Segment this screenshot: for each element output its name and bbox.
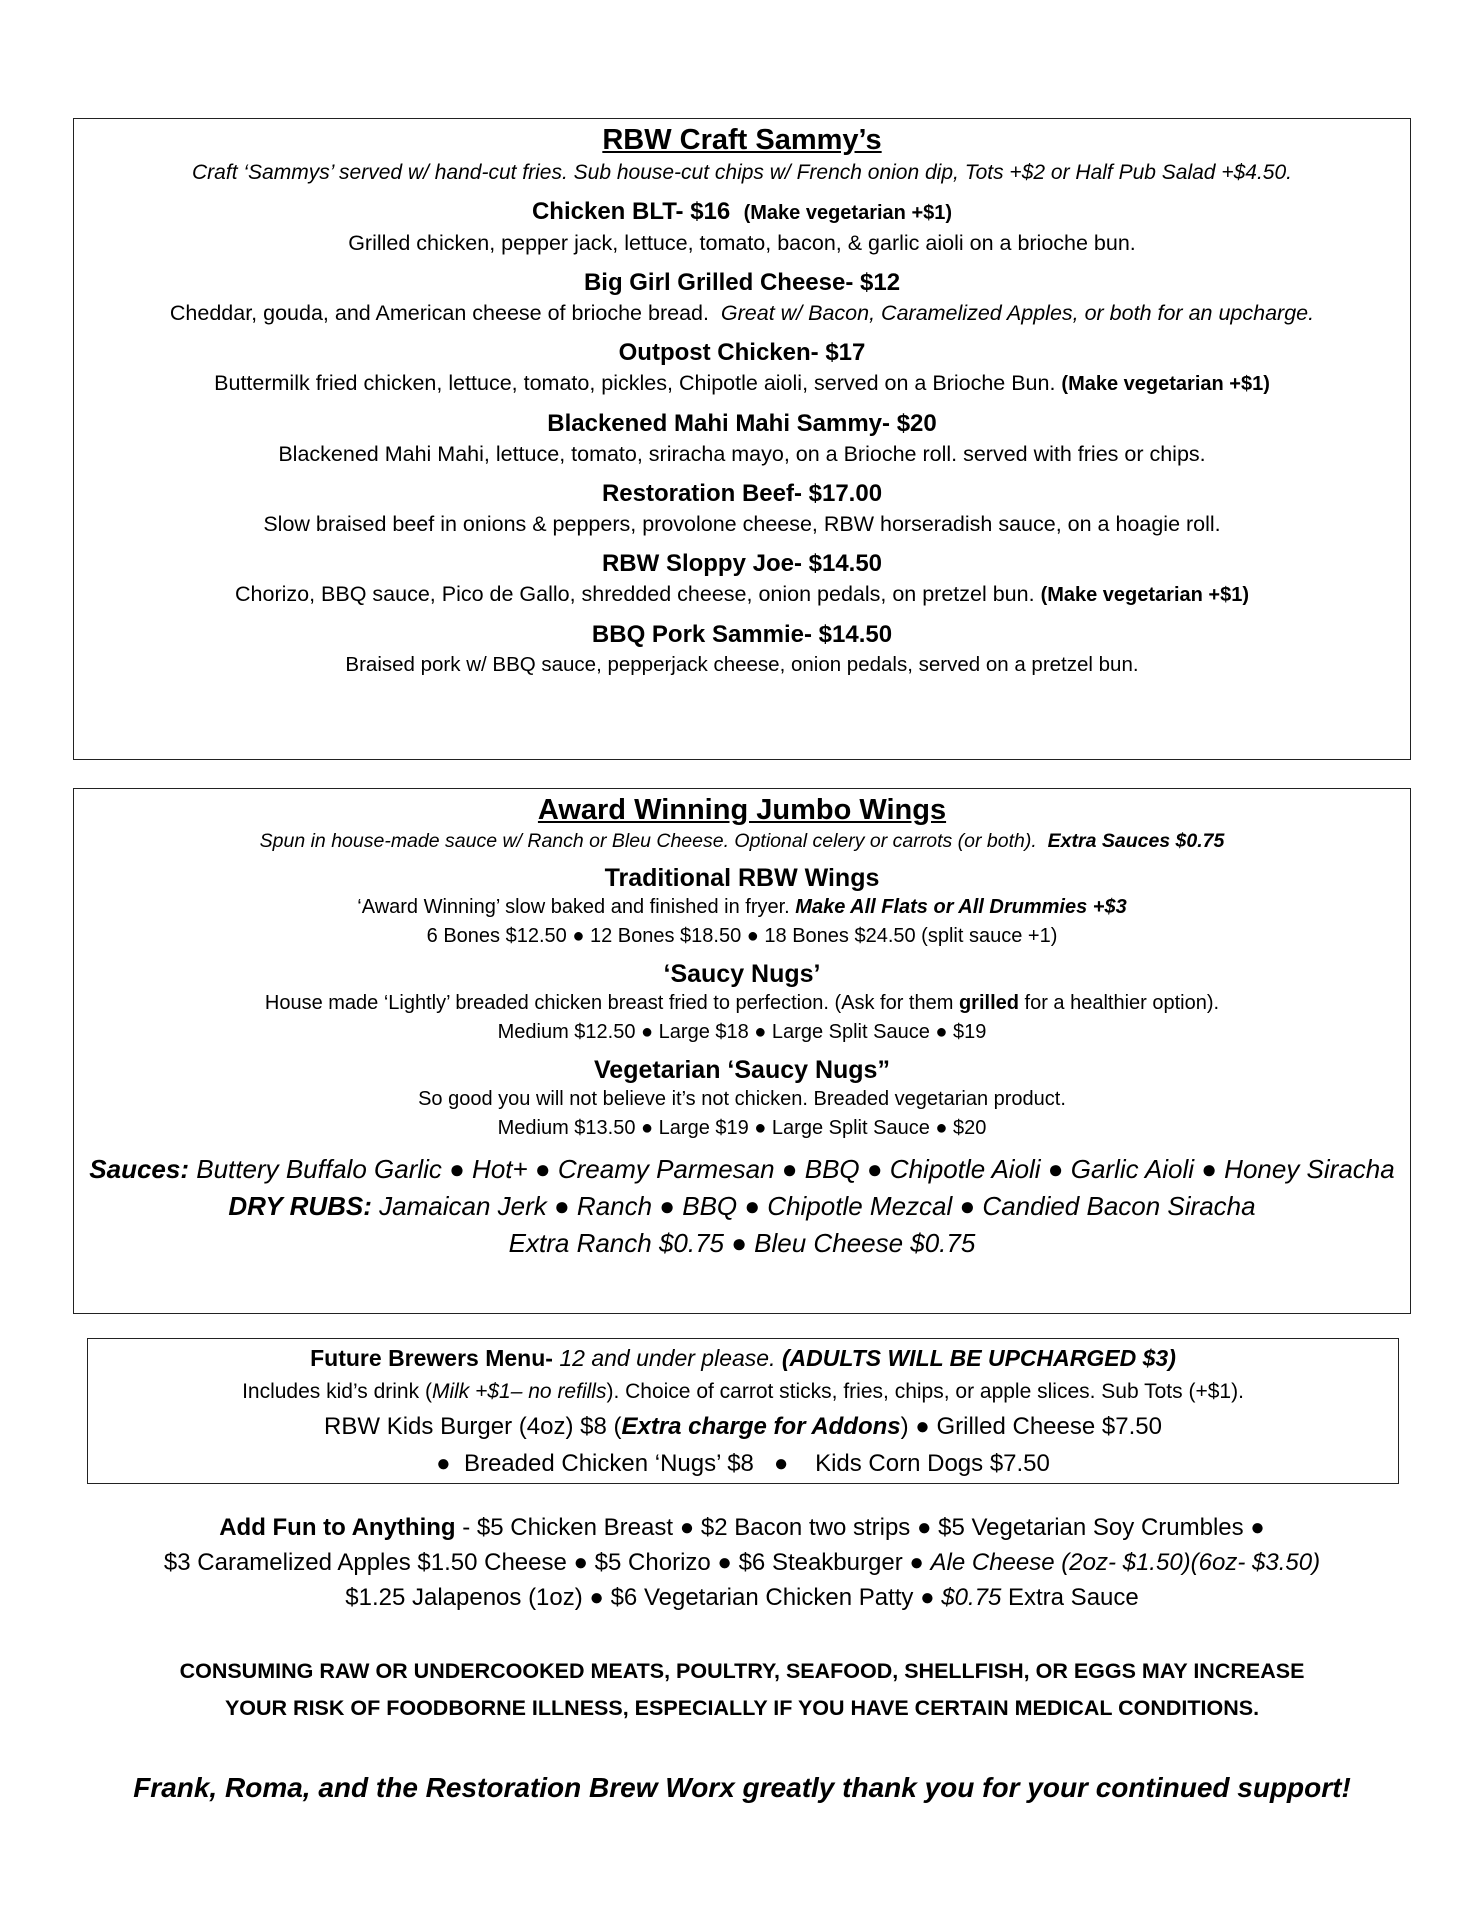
item-name: BBQ Pork Sammie- $14.50 bbox=[591, 621, 893, 648]
kids-drink-post: ). Choice of carrot sticks, fries, chips, or apple slices. Sub Tots (+$1). bbox=[606, 1380, 1244, 1403]
item-name: Restoration Beef- $17.00 bbox=[601, 480, 883, 507]
wing-desc-post: for a healthier option). bbox=[1024, 992, 1220, 1014]
menu-item bbox=[74, 268, 1410, 328]
wing-item bbox=[74, 1055, 1410, 1143]
sauces-list: Buttery Buffalo Garlic ● Hot+ ● Creamy Parmesan ● BBQ ● Chipotle Aioli ● Garlic Aioli ● Honey Siracha bbox=[196, 1154, 1395, 1184]
wing-desc: ‘Award Winning’ slow baked and finished in fryer. bbox=[357, 896, 790, 918]
wing-prices: 6 Bones $12.50 ● 12 Bones $18.50 ● 18 Bones $24.50 (split sauce +1) bbox=[426, 925, 1058, 947]
item-desc: Braised pork w/ BBQ sauce, pepperjack cheese, onion pedals, served on a pretzel bun. bbox=[345, 653, 1139, 676]
wings-title: Award Winning Jumbo Wings bbox=[537, 794, 947, 826]
wing-name: Vegetarian ‘Saucy Nugs” bbox=[594, 1056, 890, 1084]
kids-burger-note: Extra charge for Addons bbox=[621, 1413, 901, 1440]
item-name: Outpost Chicken- $17 bbox=[618, 339, 866, 366]
wings-intro-bold: Extra Sauces $0.75 bbox=[1047, 830, 1225, 852]
wing-prices: Medium $12.50 ● Large $18 ● Large Split Sauce ● $19 bbox=[497, 1021, 987, 1043]
wings-intro: Spun in house-made sauce w/ Ranch or Bleu Cheese. Optional celery or carrots (or both). bbox=[259, 830, 1037, 852]
item-desc-italic: Great w/ Bacon, Caramelized Apples, or both for an upcharge. bbox=[720, 301, 1315, 325]
item-desc: Slow braised beef in onions & peppers, provolone cheese, RBW horseradish sauce, on a hoagie roll. bbox=[263, 512, 1221, 536]
addons-line3-post: Extra Sauce bbox=[1001, 1584, 1139, 1611]
sauce-extras: Extra Ranch $0.75 ● Bleu Cheese $0.75 bbox=[508, 1228, 976, 1258]
menu-item bbox=[74, 620, 1410, 680]
addons-line2-italic: Ale Cheese (2oz- $1.50)(6oz- $3.50) bbox=[930, 1549, 1321, 1576]
kids-drink-italic: Milk +$1– no refills bbox=[431, 1380, 607, 1403]
rubs-label: DRY RUBS: bbox=[228, 1191, 372, 1221]
menu-item bbox=[74, 409, 1410, 469]
item-desc: Cheddar, gouda, and American cheese of brioche bread. bbox=[169, 301, 709, 325]
wing-name: Traditional RBW Wings bbox=[604, 864, 880, 892]
sauces-label: Sauces: bbox=[89, 1154, 190, 1184]
menu-item bbox=[74, 479, 1410, 539]
menu-item bbox=[74, 197, 1410, 258]
warning-line: CONSUMING RAW OR UNDERCOOKED MEATS, POULTRY, SEAFOOD, SHELLFISH, OR EGGS MAY INCREASE bbox=[179, 1659, 1305, 1683]
wing-desc: House made ‘Lightly’ breaded chicken breast fried to perfection. (Ask for them bbox=[264, 992, 954, 1014]
addons-line2: $3 Caramelized Apples $1.50 Cheese ● $5 Chorizo ● $6 Steakburger ● bbox=[163, 1549, 931, 1576]
kids-items: ● Breaded Chicken ‘Nugs’ $8 ● Kids Corn Dogs $7.50 bbox=[436, 1450, 1050, 1477]
sammys-section bbox=[73, 118, 1411, 760]
wings-section bbox=[73, 788, 1411, 1314]
wing-desc-bold: Make All Flats or All Drummies +$3 bbox=[795, 896, 1127, 918]
rubs-list: Jamaican Jerk ● Ranch ● BBQ ● Chipotle Mezcal ● Candied Bacon Siracha bbox=[379, 1191, 1256, 1221]
warning-line: YOUR RISK OF FOODBORNE ILLNESS, ESPECIALLY IF YOU HAVE CERTAIN MEDICAL CONDITIONS. bbox=[224, 1696, 1260, 1720]
item-desc: Buttermilk fried chicken, lettuce, tomato, pickles, Chipotle aioli, served on a Brioche Bun. bbox=[214, 371, 1056, 395]
addons-section bbox=[60, 1510, 1424, 1615]
item-note: (Make vegetarian +$1) bbox=[743, 202, 953, 224]
item-desc: Chorizo, BBQ sauce, Pico de Gallo, shredded cheese, onion pedals, on pretzel bun. bbox=[235, 582, 1035, 606]
wing-name: ‘Saucy Nugs’ bbox=[663, 960, 821, 988]
wing-item bbox=[74, 959, 1410, 1047]
health-warning bbox=[60, 1653, 1424, 1727]
item-name: Blackened Mahi Mahi Sammy- $20 bbox=[547, 410, 937, 437]
kids-section bbox=[87, 1338, 1399, 1484]
sammys-title: RBW Craft Sammy’s bbox=[602, 124, 882, 156]
item-name: Chicken BLT- $16 bbox=[531, 198, 731, 225]
kids-upcharge: (ADULTS WILL BE UPCHARGED $3) bbox=[781, 1345, 1176, 1371]
kids-title: Future Brewers Menu- bbox=[310, 1345, 553, 1371]
item-name: RBW Sloppy Joe- $14.50 bbox=[601, 550, 883, 577]
wing-desc-bold: grilled bbox=[958, 992, 1019, 1014]
addons-line1: - $5 Chicken Breast ● $2 Bacon two strips ● $5 Vegetarian Soy Crumbles ● bbox=[455, 1514, 1265, 1541]
thank-you-note: Frank, Roma, and the Restoration Brew Worx greatly thank you for your continued support! bbox=[133, 1772, 1351, 1803]
addons-line3-italic: $0.75 bbox=[941, 1584, 1002, 1611]
menu-item bbox=[74, 549, 1410, 610]
addons-label: Add Fun to Anything bbox=[219, 1514, 456, 1541]
item-desc: Blackened Mahi Mahi, lettuce, tomato, sriracha mayo, on a Brioche roll. served with fries or chips. bbox=[278, 442, 1206, 466]
wing-prices: Medium $13.50 ● Large $19 ● Large Split Sauce ● $20 bbox=[497, 1117, 987, 1139]
menu-item bbox=[74, 338, 1410, 399]
wing-item bbox=[74, 863, 1410, 951]
item-note: (Make vegetarian +$1) bbox=[1040, 584, 1249, 606]
wing-desc: So good you will not believe it’s not chicken. Breaded vegetarian product. bbox=[418, 1088, 1066, 1110]
kids-burger-post: ) ● Grilled Cheese $7.50 bbox=[900, 1413, 1162, 1440]
kids-title-italic: 12 and under please. bbox=[559, 1345, 776, 1371]
sammys-intro: Craft ‘Sammys’ served w/ hand-cut fries. Sub house-cut chips w/ French onion dip, Tots +$2 or Half Pub Salad +$4.50. bbox=[192, 161, 1292, 184]
item-note: (Make vegetarian +$1) bbox=[1061, 373, 1270, 395]
kids-burger: RBW Kids Burger (4oz) $8 ( bbox=[324, 1413, 622, 1440]
item-name: Big Girl Grilled Cheese- $12 bbox=[583, 269, 901, 296]
item-desc: Grilled chicken, pepper jack, lettuce, tomato, bacon, & garlic aioli on a brioche bun. bbox=[348, 231, 1136, 255]
addons-line3: $1.25 Jalapenos (1oz) ● $6 Vegetarian Chicken Patty ● bbox=[345, 1584, 942, 1611]
kids-drink-text: Includes kid’s drink ( bbox=[242, 1380, 432, 1403]
